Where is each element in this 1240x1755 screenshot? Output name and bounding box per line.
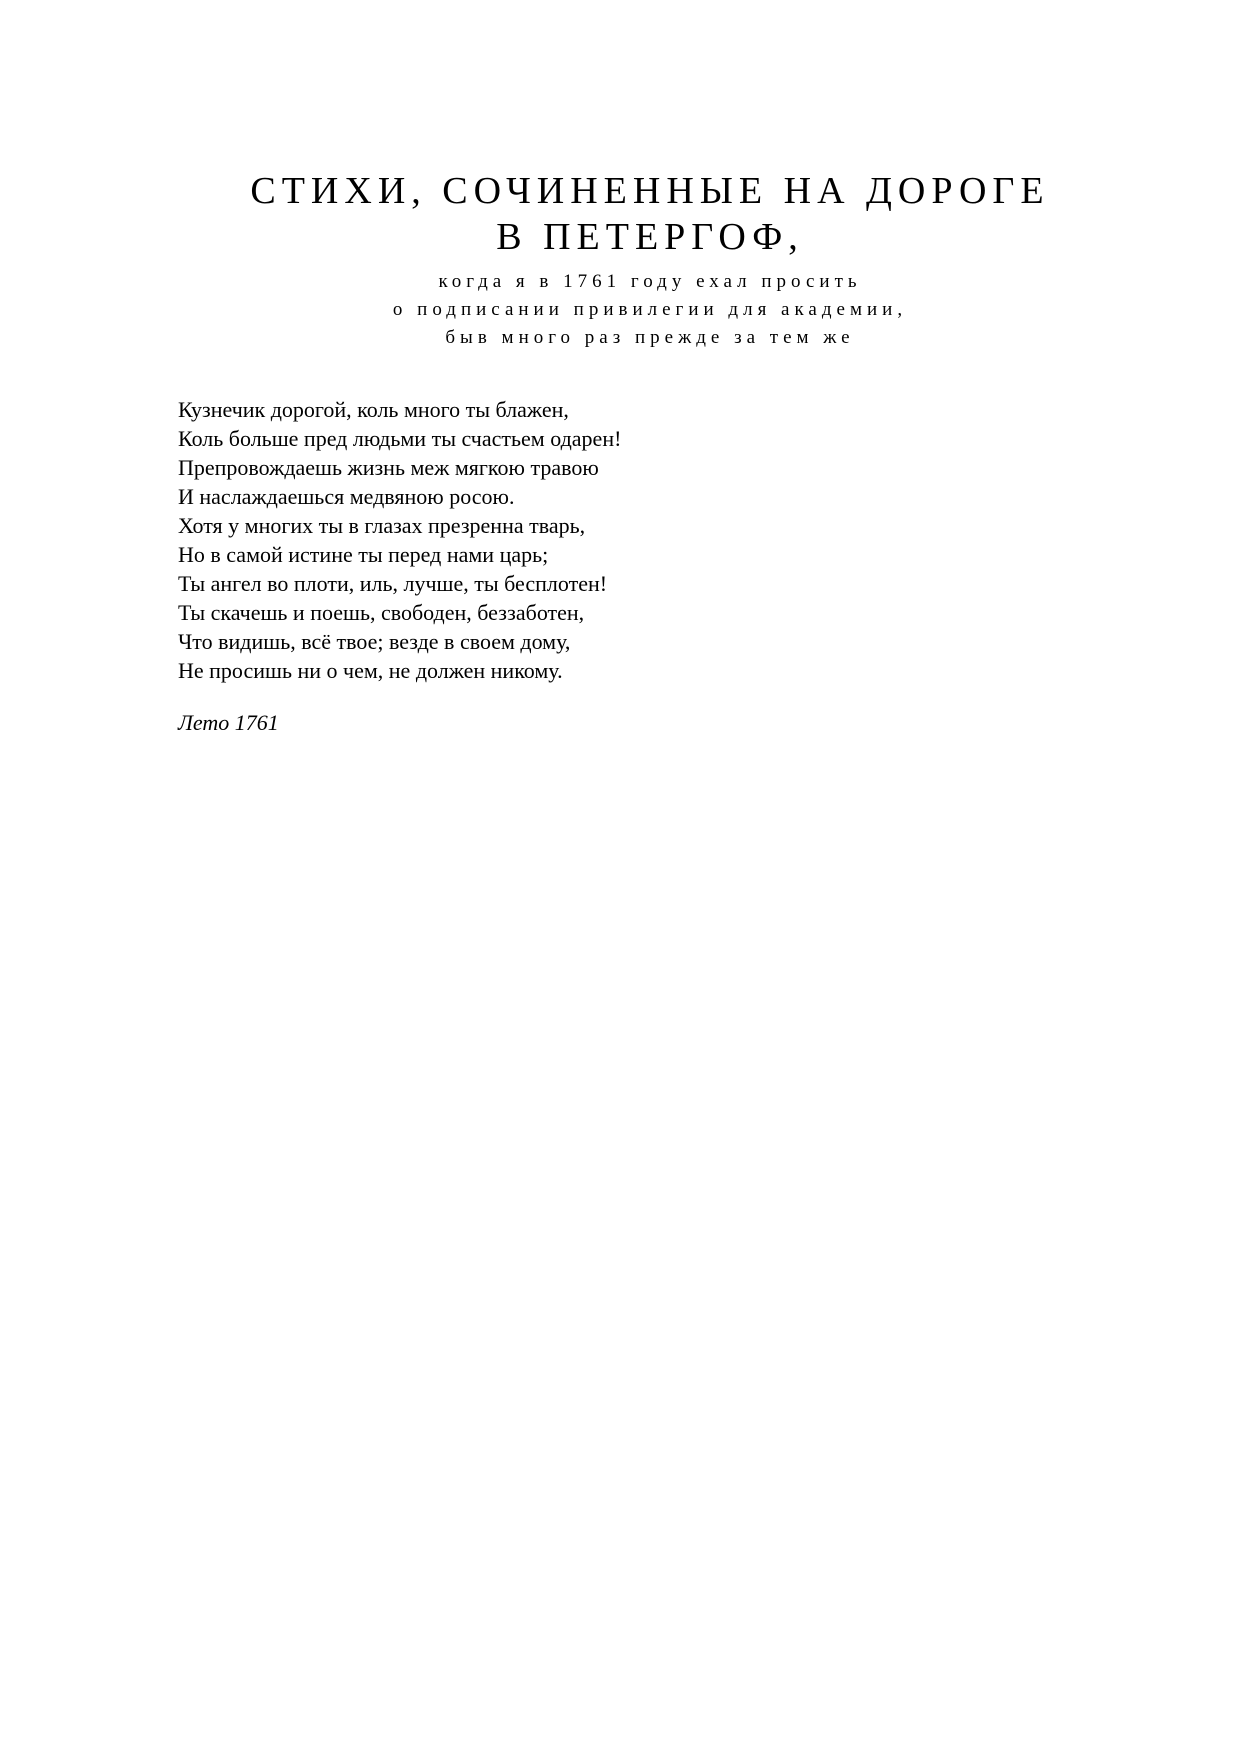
poem-title: СТИХИ, СОЧИНЕННЫЕ НА ДОРОГЕ В ПЕТЕРГОФ, (250, 170, 1050, 258)
verse-line: Препровождаешь жизнь меж мягкою травою (178, 455, 599, 480)
verse-line: Ты скачешь и поешь, свободен, беззаботен, (178, 600, 585, 625)
verse-line: Хотя у многих ты в глазах презренна тварь, (178, 513, 586, 538)
verse-line: Коль больше пред людьми ты счастьем одарен! (178, 426, 622, 451)
verse-line: Кузнечик дорогой, коль много ты блажен, (178, 397, 569, 422)
poem-subtitle (230, 268, 1070, 352)
poem-body (178, 395, 1078, 685)
verse-line: Ты ангел во плоти, иль, лучше, ты бесплотен! (178, 571, 608, 596)
verse-line: Но в самой истине ты перед нами царь; (178, 542, 549, 567)
verse-line: Не просишь ни о чем, не должен никому. (178, 658, 563, 683)
subtitle-line: когда я в 1761 году ехал просить (438, 271, 862, 292)
subtitle-line: быв много раз прежде за тем же (445, 327, 855, 348)
title-block (230, 168, 1070, 352)
verse-line: И наслаждаешься медвяною росою. (178, 484, 515, 509)
poem-date: Лето 1761 (178, 710, 279, 735)
verse-line: Что видишь, всё твое; везде в своем дому, (178, 629, 571, 654)
subtitle-line: о подписании привилегии для академии, (392, 299, 908, 320)
